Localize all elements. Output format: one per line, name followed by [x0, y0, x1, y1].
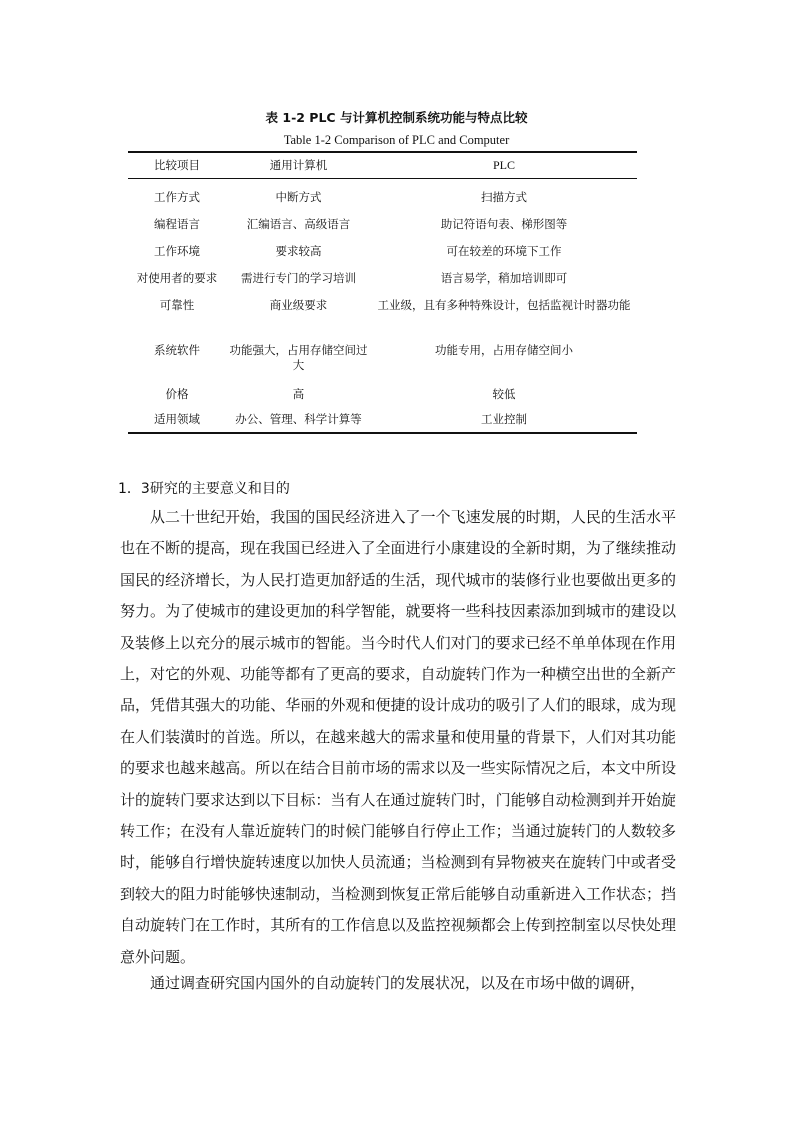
table-cell: 语言易学，稍加培训即可: [440, 271, 568, 285]
table-row: [128, 236, 637, 263]
table-cell: 可靠性: [159, 298, 195, 312]
table-cell: 中断方式: [275, 190, 322, 204]
table-bottom-rule: [128, 432, 637, 434]
table-cell: 可在较差的环境下工作: [446, 244, 562, 258]
header-computer: 通用计算机: [269, 158, 328, 172]
table-cell: 扫描方式: [481, 190, 527, 204]
table-row: [128, 179, 637, 209]
table-caption-en: Table 1-2 Comparison of PLC and Computer: [283, 133, 510, 147]
table-cell: 需进行专门的学习培训: [241, 271, 356, 285]
table-cell: 工作环境: [154, 244, 200, 258]
table-cell: 工作方式: [154, 190, 200, 204]
table-row: [128, 263, 637, 290]
body-paragraph: 通过调查研究国内国外的自动旋转门的发展状况，以及在市场中做的调研，: [150, 974, 646, 992]
table-cell: 适用领域: [154, 412, 200, 426]
table-cell: 功能专用，占用存储空间小: [435, 343, 573, 357]
table-cell: 编程语言: [154, 217, 200, 231]
table-row: [128, 290, 637, 335]
table-cell: 较低: [492, 387, 516, 401]
table-caption-cn: 表 1-2 PLC 与计算机控制系统功能与特点比较: [265, 110, 528, 125]
comparison-table: [128, 151, 637, 434]
table-cell: 价格: [165, 387, 189, 401]
table-cell: 工业级，且有多种特殊设计，包括监视计时器功能: [377, 298, 631, 312]
table-row: [128, 379, 637, 404]
header-item: 比较项目: [154, 158, 200, 172]
table-cell: 工业控制: [481, 412, 527, 426]
table-cell: 要求较高: [275, 244, 322, 258]
table-cell: 高: [292, 387, 305, 401]
table-row: [128, 404, 637, 432]
header-plc: PLC: [492, 158, 515, 172]
table-cell: 系统软件: [154, 343, 200, 357]
body-paragraph: 从二十世纪开始，我国的国民经济进入了一个飞速发展的时期，人民的生活水平也在不断的提高，现在我国已经进入了全面进行小康建设的全新时期，为了继续推动国民的经济增长，为人民打造更加舒适的生活，现代城市的装修行业也要做出更多的努力。为了使城市的建设更加的科学智能，就要将一些科技因素添加到城市的建设以及装修上以充分的展示城市的智能。当今时代人们对门的要求已经不单单体现在作用上，对它的外观、功能等都有了更高的要求，自动旋转门作为一种横空出世的全新产品，凭借其强大的功能、华丽的外观和便捷的设计成功的吸引了人们的眼球，成为现在人们装潢时的首选。所以，在越来越大的需求量和使用量的背景下，人们对其功能的要求也越来越高。所以在结合目前市场的需求以及一些实际情况之后，本文中所设计的旋转门要求达到以下目标：当有人在通过旋转门时，门能够自动检测到并开始旋转工作；在没有人靠近旋转门的时候门能够自行停止工作；当通过旋转门的人数较多时，能够自行增快旋转速度以加快人员流通；当检测到有异物被夹在旋转门中或者受到较大的阻力时能够快速制动，当检测到恢复正常后能够自动重新进入工作状态；挡自动旋转门在工作时，其所有的工作信息以及监控视频都会上传到控制室以尽快处理意外问题。: [120, 508, 676, 966]
table-row: [128, 209, 637, 236]
table-row: [128, 335, 637, 379]
table-header-row: [128, 153, 637, 178]
table-cell: 办公、管理、科学计算等: [235, 412, 362, 426]
table-cell: 助记符语句表、梯形图等: [440, 217, 568, 231]
table-cell: 功能强大，占用存储空间过大: [229, 343, 368, 372]
section-heading: 1．3研究的主要意义和目的: [118, 481, 290, 497]
table-cell: 对使用者的要求: [136, 271, 218, 285]
table-cell: 汇编语言、高级语言: [246, 217, 351, 231]
table-cell: 商业级要求: [269, 298, 328, 312]
